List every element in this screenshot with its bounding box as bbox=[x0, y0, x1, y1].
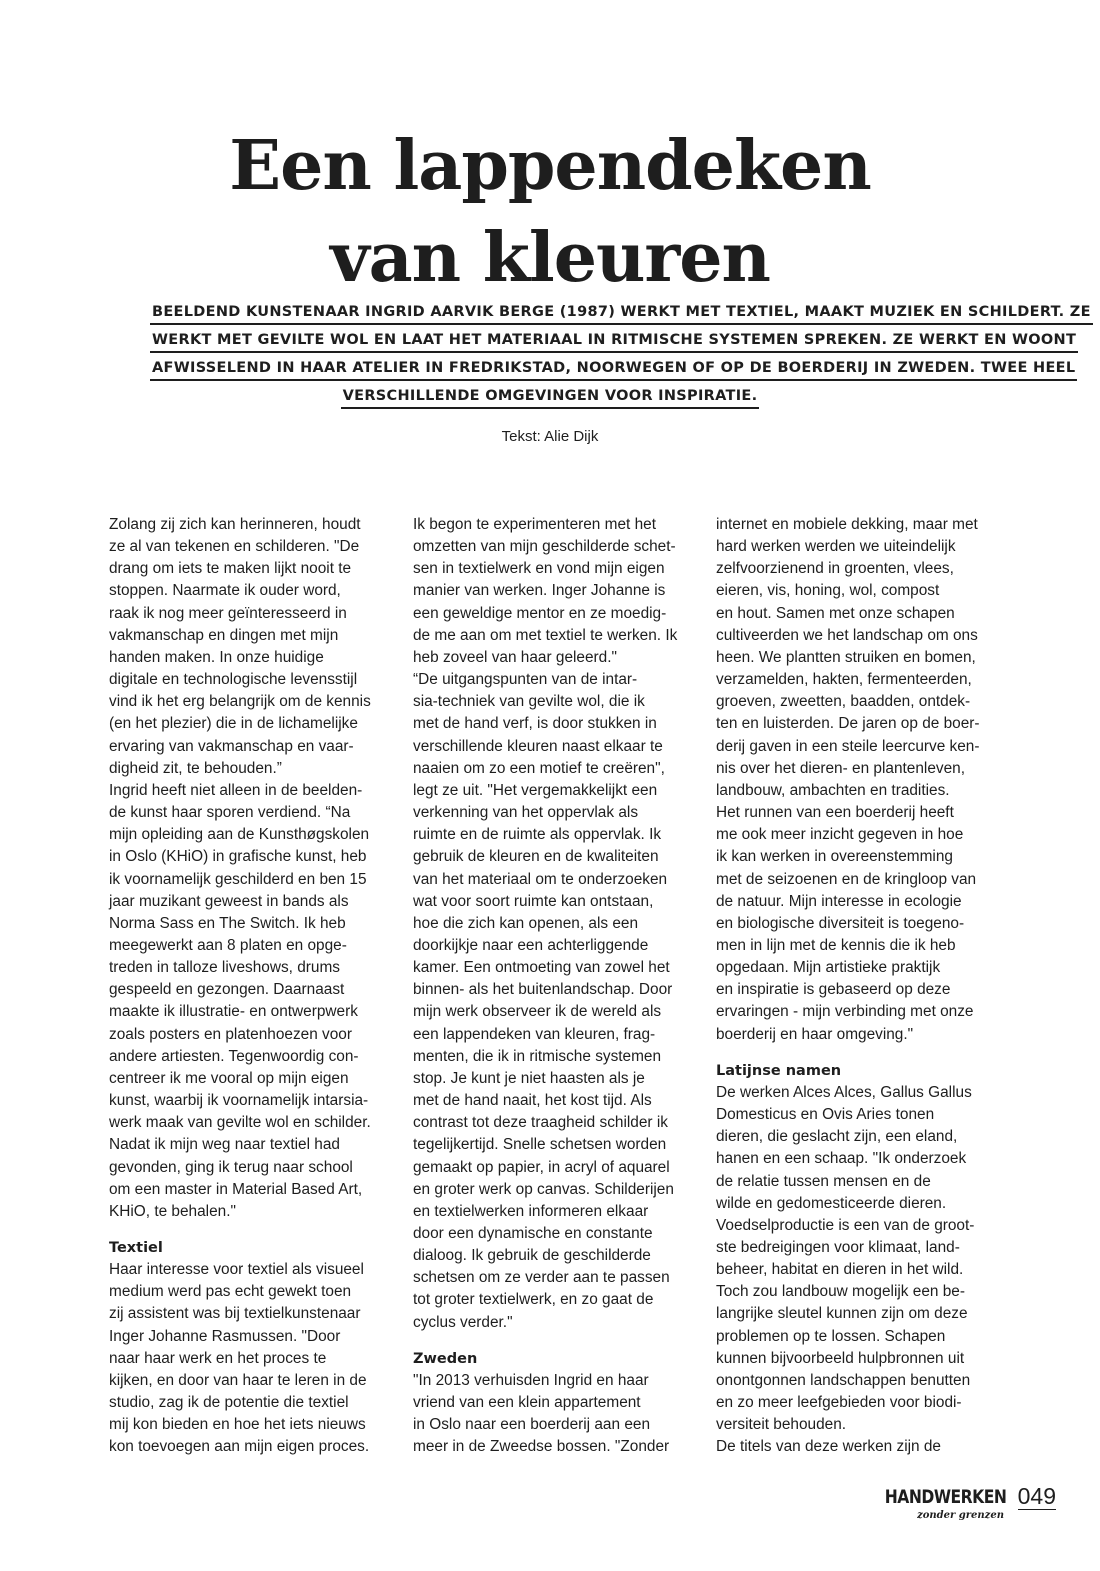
body-text-line: mij kon bieden en hoe het iets nieuws bbox=[109, 1416, 366, 1434]
body-text-line: en textielwerken informeren elkaar bbox=[413, 1202, 649, 1220]
page-number: 049 bbox=[1017, 1483, 1056, 1509]
body-text-line: mijn werk observeer ik de wereld als bbox=[413, 1003, 662, 1021]
body-text-line: onontgonnen landschappen benutten bbox=[716, 1371, 971, 1389]
body-text-line: naar haar werk en het proces te bbox=[109, 1349, 327, 1367]
section-heading: Textiel bbox=[109, 1240, 163, 1256]
intro-line: BEELDEND KUNSTENAAR INGRID AARVIK BERGE (1987) WERKT MET TEXTIEL, MAAKT MUZIEK EN SCHILDERT. ZE bbox=[150, 302, 1093, 325]
page-footer bbox=[856, 1484, 1056, 1524]
body-text-line: om een master in Material Based Art, bbox=[109, 1180, 363, 1198]
body-text-line: vind ik het erg belangrijk om de kennis bbox=[109, 693, 371, 711]
body-text-line: tegelijkertijd. Snelle schetsen worden bbox=[413, 1136, 667, 1154]
body-text-line: drang om iets te maken lijkt nooit te bbox=[109, 560, 352, 578]
body-text-line: me ook meer inzicht gegeven in hoe bbox=[716, 826, 964, 844]
body-text-line: centreer ik me vooral op mijn eigen bbox=[109, 1069, 349, 1087]
body-text-line: naaien om zo een motief te creëren", bbox=[413, 759, 665, 777]
body-text-line: ervaring van vakmanschap en vaar- bbox=[109, 737, 354, 755]
body-text-line: Ingrid heeft niet alleen in de beelden- bbox=[109, 781, 363, 799]
section-spacer bbox=[716, 1046, 1001, 1060]
body-text-line: Zolang zij zich kan herinneren, houdt bbox=[109, 516, 361, 533]
body-text-line: wilde en gedomesticeerde dieren. bbox=[716, 1194, 947, 1212]
body-text-line: vriend van een klein appartement bbox=[413, 1394, 641, 1412]
body-text-line: internet en mobiele dekking, maar met bbox=[716, 516, 978, 533]
body-text-line: ervaringen - mijn verbinding met onze bbox=[716, 1003, 974, 1021]
body-text-line: “De uitgangspunten van de intar- bbox=[413, 671, 638, 689]
body-text-line: versiteit behouden. bbox=[716, 1416, 847, 1434]
body-text-line: de kunst haar sporen verdiend. “Na bbox=[109, 804, 351, 822]
body-text-line: manier van werken. Inger Johanne is bbox=[413, 582, 666, 600]
body-text-line: Voedselproductie is een van de groot- bbox=[716, 1216, 975, 1234]
body-text-line: vakmanschap en dingen met mijn bbox=[109, 626, 339, 644]
body-text-line: de natuur. Mijn interesse in ecologie bbox=[716, 892, 962, 910]
body-text-line: ze al van tekenen en schilderen. "De bbox=[109, 538, 360, 556]
magazine-brand: HANDWERKEN bbox=[884, 1486, 1006, 1508]
body-text-line: mijn opleiding aan de Kunsthøgskolen bbox=[109, 826, 370, 844]
section-spacer bbox=[109, 1223, 394, 1237]
intro-line: AFWISSELEND IN HAAR ATELIER IN FREDRIKSTAD, NOORWEGEN OF OP DE BOERDERIJ IN ZWEDEN. TWEE HEEL bbox=[150, 358, 1077, 381]
body-text-line: en zo meer leefgebieden voor biodi- bbox=[716, 1394, 962, 1412]
body-text-line: Toch zou landbouw mogelijk een be- bbox=[716, 1283, 965, 1301]
body-text-line: dialoog. Ik gebruik de geschilderde bbox=[413, 1247, 651, 1265]
body-text-line: cultiveerden we het landschap om ons bbox=[716, 626, 978, 644]
body-text-line: Norma Sass en The Switch. Ik heb bbox=[109, 914, 346, 932]
body-text-line: ste bedreigingen voor klimaat, land- bbox=[716, 1239, 960, 1256]
byline: Tekst: Alie Dijk bbox=[501, 428, 599, 445]
body-text-line: andere artiesten. Tegenwoordig con- bbox=[109, 1047, 359, 1065]
body-text-line: contrast tot deze traagheid schilder ik bbox=[413, 1114, 668, 1132]
body-text-line: de me aan om met textiel te werken. Ik bbox=[413, 626, 678, 644]
body-text-line: sen in textielwerk en vond mijn eigen bbox=[413, 560, 665, 578]
section-heading: Zweden bbox=[413, 1350, 478, 1367]
body-text-line: "In 2013 verhuisden Ingrid en haar bbox=[413, 1371, 649, 1389]
body-text-line: met de seizoenen en de kringloop van bbox=[716, 870, 977, 888]
intro-line: WERKT MET GEVILTE WOL EN LAAT HET MATERIAAL IN RITMISCHE SYSTEMEN SPREKEN. ZE WERKT EN WOONT bbox=[150, 330, 1078, 353]
body-text-line: beheer, habitat en dieren in het wild. bbox=[716, 1261, 964, 1279]
magazine-tagline: zonder grenzen bbox=[917, 1510, 1004, 1521]
body-text-line: wat voor soort ruimte kan ontstaan, bbox=[413, 892, 654, 910]
article-title bbox=[0, 120, 1100, 304]
body-text-line: menten, die ik in ritmische systemen bbox=[413, 1047, 662, 1065]
body-text-line: gebruik de kleuren en de kwaliteiten bbox=[413, 848, 659, 866]
body-text-line: digheid zit, te behouden.” bbox=[109, 759, 282, 777]
body-text-line: men in lijn met de kennis die ik heb bbox=[716, 936, 956, 954]
body-text-line: en biologische diversiteit is toegeno- bbox=[716, 914, 965, 932]
body-text-line: in Oslo naar een boerderij aan een bbox=[413, 1416, 651, 1434]
body-text-line: in Oslo (KHiO) in grafische kunst, heb bbox=[109, 848, 367, 866]
body-text-line: hard werken werden we uiteindelijk bbox=[716, 538, 956, 556]
body-text-line: de relatie tussen mensen en de bbox=[716, 1172, 931, 1190]
body-text-line: ik kan werken in overeenstemming bbox=[716, 848, 953, 866]
body-text-line: en inspiratie is gebaseerd op deze bbox=[716, 981, 951, 999]
body-text-line: Domesticus en Ovis Aries tonen bbox=[716, 1106, 935, 1124]
body-text-line: digitale en technologische levensstijl bbox=[109, 671, 358, 689]
body-text-line: landbouw, ambachten en tradities. bbox=[716, 781, 950, 799]
body-text-line: stop. Je kunt je niet haasten als je bbox=[413, 1069, 645, 1087]
body-text-line: ik voornamelijk geschilderd en ben 15 bbox=[109, 870, 367, 888]
body-column-3 bbox=[716, 514, 1001, 1459]
body-text-line: zoals posters en platenhoezen voor bbox=[109, 1025, 352, 1043]
body-text-line: nis over het dieren- en plantenleven, bbox=[716, 759, 965, 777]
body-text-line: groeven, zweetten, baadden, ontdek- bbox=[716, 693, 971, 711]
body-text-line: Haar interesse voor textiel als visueel bbox=[109, 1261, 364, 1279]
body-text-line: en groter werk op canvas. Schilderijen bbox=[413, 1180, 674, 1198]
body-text-line: handen maken. In onze huidige bbox=[109, 648, 324, 666]
body-text-line: boerderij en haar omgeving." bbox=[716, 1025, 914, 1043]
body-text-line: doorkijkje naar een achterliggende bbox=[413, 936, 649, 954]
section-heading: Latijnse namen bbox=[716, 1062, 842, 1079]
body-text-line: opgedaan. Mijn artistieke praktijk bbox=[716, 959, 941, 977]
body-text-line: een geweldige mentor en ze moedig- bbox=[413, 604, 667, 622]
body-text-line: zij assistent was bij textielkunstenaar bbox=[109, 1305, 361, 1323]
body-text-line: kunnen bijvoorbeeld hulpbronnen uit bbox=[716, 1349, 965, 1367]
body-text-line: medium werd pas echt gewekt toen bbox=[109, 1283, 352, 1301]
body-text-line: zelfvoorzienend in groenten, vlees, bbox=[716, 560, 954, 578]
body-text-line: met de hand naait, het kost tijd. Als bbox=[413, 1092, 652, 1110]
body-text-line: jaar muzikant geweest in bands als bbox=[109, 892, 349, 910]
article-intro bbox=[150, 300, 1091, 412]
body-text-line: sia-techniek van gevilte wol, die ik bbox=[413, 693, 645, 711]
body-text-line: cyclus verder." bbox=[413, 1313, 513, 1331]
body-text-line: hoe die zich kan openen, als een bbox=[413, 914, 639, 932]
body-text-line: hanen en een schaap. "Ik onderzoek bbox=[716, 1150, 967, 1168]
body-text-line: raak ik nog meer geïnteresseerd in bbox=[109, 604, 347, 622]
body-text-line: verkenning van het oppervlak als bbox=[413, 804, 639, 822]
body-text-line: tot groter textielwerk, en zo gaat de bbox=[413, 1291, 654, 1309]
body-text-line: ruimte en de ruimte als oppervlak. Ik bbox=[413, 826, 662, 844]
body-column-2 bbox=[413, 514, 698, 1459]
body-text-line: legt ze uit. "Het vergemakkelijkt een bbox=[413, 781, 658, 799]
section-spacer bbox=[413, 1334, 698, 1348]
article-title-line: van kleuren bbox=[330, 217, 770, 298]
body-text-line: kon toevoegen aan mijn eigen proces. bbox=[109, 1438, 370, 1456]
body-text-line: kijken, en door van haar te leren in de bbox=[109, 1371, 367, 1389]
body-text-line: gespeeld en gezongen. Daarnaast bbox=[109, 981, 345, 999]
body-text-line: stoppen. Naarmate ik ouder word, bbox=[109, 582, 341, 600]
body-text-line: Ik begon te experimenteren met het bbox=[413, 516, 656, 533]
body-text-line: door een dynamische en constante bbox=[413, 1225, 653, 1242]
body-text-line: eieren, vis, honing, wol, compost bbox=[716, 582, 940, 600]
body-text-line: kunst, waarbij ik voornamelijk intarsia- bbox=[109, 1092, 369, 1110]
body-text-line: De werken Alces Alces, Gallus Gallus bbox=[716, 1083, 972, 1101]
body-text-line: problemen op te lossen. Schapen bbox=[716, 1327, 946, 1345]
body-text-line: (en het plezier) die in de lichamelijke bbox=[109, 715, 358, 733]
body-text-line: met de hand verf, is door stukken in bbox=[413, 715, 657, 733]
body-text-line: Het runnen van een boerderij heeft bbox=[716, 804, 954, 822]
body-text-line: gevonden, ging ik terug naar school bbox=[109, 1158, 353, 1176]
body-text-line: schetsen om ze verder aan te passen bbox=[413, 1269, 670, 1287]
body-text-line: heb zoveel van haar geleerd." bbox=[413, 648, 617, 666]
intro-line: VERSCHILLENDE OMGEVINGEN VOOR INSPIRATIE. bbox=[341, 386, 760, 409]
body-text-line: omzetten van mijn geschilderde schet- bbox=[413, 538, 676, 556]
body-text-line: derij gaven in een steile leercurve ken- bbox=[716, 737, 980, 755]
body-text-line: een lappendeken van kleuren, frag- bbox=[413, 1025, 656, 1043]
body-text-line: gemaakt op papier, in acryl of aquarel bbox=[413, 1158, 670, 1176]
article-title-line: Een lappendeken bbox=[229, 125, 871, 206]
body-text-line: Inger Johanne Rasmussen. "Door bbox=[109, 1327, 341, 1345]
body-column-1 bbox=[109, 514, 394, 1459]
body-text-line: meegewerkt aan 8 platen en opge- bbox=[109, 936, 347, 954]
body-text-line: heen. We plantten struiken en bomen, bbox=[716, 648, 976, 666]
body-text-line: studio, zag ik de potentie die textiel bbox=[109, 1394, 349, 1412]
body-text-line: maakte ik illustratie- en ontwerpwerk bbox=[109, 1003, 358, 1021]
body-text-line: treden in talloze liveshows, drums bbox=[109, 959, 340, 977]
body-text-line: langrijke sleutel kunnen zijn om deze bbox=[716, 1305, 968, 1323]
body-text-line: en hout. Samen met onze schapen bbox=[716, 604, 955, 622]
body-text-line: binnen- als het buitenlandschap. Door bbox=[413, 981, 673, 999]
body-text-line: De titels van deze werken zijn de bbox=[716, 1438, 941, 1456]
body-text-line: verzamelden, hakten, fermenteerden, bbox=[716, 671, 972, 689]
body-text-line: dieren, die geslacht zijn, een eland, bbox=[716, 1128, 958, 1146]
body-text-line: ten en luisterden. De jaren op de boer- bbox=[716, 715, 980, 733]
body-text-line: meer in de Zweedse bossen. "Zonder bbox=[413, 1438, 670, 1456]
body-text-line: kamer. Een ontmoeting van zowel het bbox=[413, 959, 670, 977]
body-text-line: werk maak van gevilte wol en schilder. bbox=[109, 1114, 371, 1132]
body-text-line: van het materiaal om te onderzoeken bbox=[413, 870, 668, 888]
body-text-line: Nadat ik mijn weg naar textiel had bbox=[109, 1136, 340, 1154]
body-text-line: verschillende kleuren naast elkaar te bbox=[413, 737, 663, 755]
body-text-line: KHiO, te behalen." bbox=[109, 1202, 236, 1220]
